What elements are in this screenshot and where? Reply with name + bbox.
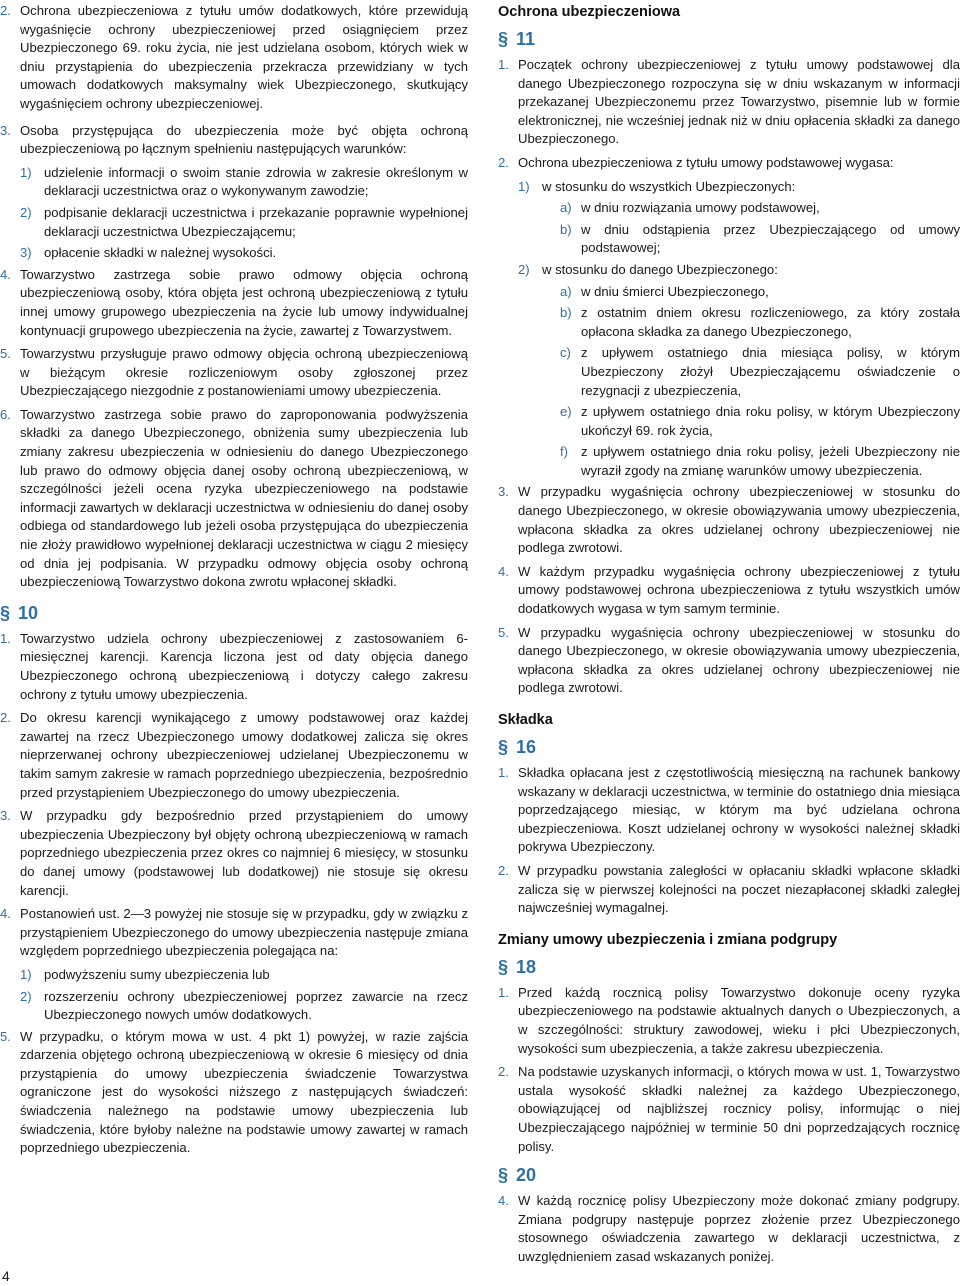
item-number: 5. xyxy=(0,1028,11,1044)
para-11-5 xyxy=(498,624,960,698)
letter-number: b) xyxy=(560,221,572,237)
item-text: Towarzystwo udziela ochrony ubezpieczeniowej z zastosowaniem 6-miesięcznej karencji. Karencja liczona jest od daty objęcia danego Ubezpieczonego ochroną ubezpieczeniową i dotyczy całego zakresu ochrony z tytułu umowy ubezpieczenia. xyxy=(20,630,468,702)
letter-number: c) xyxy=(560,345,571,361)
item-number: 1. xyxy=(0,630,11,646)
para-11-2 xyxy=(498,154,960,173)
sub-11-2-2 xyxy=(498,261,960,280)
sub-11-2-2-c xyxy=(498,344,960,400)
item-number: 2. xyxy=(0,3,11,18)
sub-left-3-2 xyxy=(0,204,468,241)
left-column xyxy=(0,2,468,1163)
item-text: Osoba przystępująca do ubezpieczenia może być objęta ochroną ubezpieczeniową po łącznym spełnieniu następujących warunków: xyxy=(20,122,468,157)
item-number: 4. xyxy=(0,266,11,282)
sub-number: 2) xyxy=(518,261,530,277)
item-text: Składka opłacana jest z częstotliwością miesięczną na rachunek bankowy wskazany w deklaracji uczestnictwa, w terminie do ostatniego dnia miesiąca poprzedzającego miesiąc, w którym ma być udzielana ochrona ubezpieczeniowa. Koszt udzielanej ochrony w wysokości należnej składki pokrywa Ubezpieczony. xyxy=(518,765,960,855)
item-text: W przypadku, o którym mowa w ust. 4 pkt 1) powyżej, w razie zajścia zdarzenia objętego ochroną ubezpieczeniową w okresie 6 miesięcy od dnia przystąpienia do umowy ubezpieczenia świadczenie Towarzystwa ograniczone jest do wysokości niższego z następujących świadczeń: świadczenia należnego na podstawie umowy ubezpieczenia lub świadczenia, które byłoby należne na podstawie umowy zawartej w ramach poprzedniego ubezpieczenia. xyxy=(20,1028,468,1156)
para-left-6 xyxy=(0,406,468,592)
item-number: 5. xyxy=(498,624,509,640)
item-text: Przed każdą rocznicą polisy Towarzystwo dokonuje oceny ryzyka ubezpieczeniowego na podstawie aktualnych danych o Ubezpieczonych, a w szczególności: struktury zawodowej, wieku i płci Ubezpieczonych, wysokości sum ubezpieczenia, a także zakresu ubezpieczenia. xyxy=(518,984,960,1056)
item-text: Towarzystwo zastrzega sobie prawo do zaproponowania podwyższenia składki za danego Ubezpieczonego, obniżenia sumy ubezpieczenia lub zmiany zakresu ubezpieczenia w odniesieniu do danego Ubezpieczonego lub prawo do odmowy objęcia danej osoby ochroną ubezpieczeniową, w szczególności jeżeli ocena ryzyka ubezpieczeniowego na podstawie informacji zawartych w deklaracji uczestnictwa w odniesieniu do danej osoby odbiega od standardowego lub jeżeli osoba przystępująca do ubezpieczenia nie złoży prawidłowo wypełnionej deklaracji uczestnictwa w ciągu 2 miesięcy od dnia jej podpisania. W przypadku odmowy objęcia osoby ochroną ubezpieczeniową Towarzystwo dokona zwrotu wpłaconej składki. xyxy=(20,406,468,590)
item-number: 5. xyxy=(0,346,11,362)
item-number: 1. xyxy=(498,765,509,780)
letter-number: b) xyxy=(560,305,572,321)
item-text: W przypadku gdy bezpośrednio przed przystąpieniem do umowy ubezpieczenia Ubezpieczony był objęty ochroną ubezpieczeniową w ramach poprzedniego ubezpieczenia przez okres co najmniej 6 miesięcy, w stosunku do danej umowy (podstawowej lub dodatkowej) nie stosuje się okresu karencji. xyxy=(20,808,468,898)
para-20-4 xyxy=(498,1192,960,1266)
sub-left-3-3 xyxy=(0,244,468,263)
item-number: 2. xyxy=(498,154,509,170)
letter-number: a) xyxy=(560,200,572,216)
sub-number: 1) xyxy=(20,164,32,180)
para-18-1 xyxy=(498,984,960,1058)
para-left-2 xyxy=(0,2,468,114)
para-10-3 xyxy=(0,807,468,900)
sub-number: 2) xyxy=(20,988,32,1004)
sub-number: 1) xyxy=(518,178,530,194)
item-number: 4. xyxy=(498,563,509,579)
section-20-heading xyxy=(498,1164,960,1186)
sub-text: podwyższeniu sumy ubezpieczenia lub xyxy=(44,966,270,982)
item-text: W przypadku wygaśnięcia ochrony ubezpieczeniowej w stosunku do danego Ubezpieczonego, w okresie obowiązywania umowy ubezpieczenia, wpłacona składka za okres udzielanej ochrony ubezpieczeniowej nie podlega zwrotowi. xyxy=(518,484,960,556)
sub-text: opłacenie składki w należnej wysokości. xyxy=(44,245,277,261)
item-text: Początek ochrony ubezpieczeniowej z tytułu umowy podstawowej dla danego Ubezpieczonego rozpoczyna się w dniu wskazanym w informacji przekazanej Ubezpieczonemu przez Towarzystwo, pisemnie lub w formie elektronicznej, nie wcześniej jednak niż w dniu opłacenia składki za danego Ubezpieczonego. xyxy=(518,57,960,147)
section-11-heading xyxy=(498,28,960,50)
letter-text: z upływem ostatniego dnia roku polisy, w którym Ubezpieczony ukończył 69. rok życia, xyxy=(581,404,960,438)
item-number: 4. xyxy=(498,1193,509,1209)
para-left-5 xyxy=(0,345,468,401)
item-number: 1. xyxy=(498,57,509,72)
page-number: 4 xyxy=(2,1268,10,1284)
section-number: 20 xyxy=(516,1165,537,1186)
item-number: 1. xyxy=(498,984,509,1000)
item-text: Do okresu karencji wynikającego z umowy podstawowej oraz każdej zawartej na rzecz Ubezpieczonego umowy dodatkowej zalicza się okres nieprzerwanej ochrony ubezpieczeniowej udzielanej Ubezpieczonemu w takim samym zakresie w ramach poprzedniego ubezpieczenia, bezpośrednio przed przystąpieniem Ubezpieczonego do umowy ubezpieczenia. xyxy=(20,710,468,800)
section-number: 16 xyxy=(516,737,537,757)
item-text: Postanowień ust. 2—3 powyżej nie stosuje się w przypadku, gdy w związku z przystąpieniem Ubezpieczonego do umowy ubezpieczenia następuje zmiana względem poprzedniego ubezpieczenia polegająca na: xyxy=(20,906,468,959)
item-number: 6. xyxy=(0,406,11,422)
item-text: W przypadku powstania zaległości w opłacaniu składki wpłacone składki zalicza się w pierwszej kolejności na poczet niezapłaconej składki zaległej najwcześniej wymagalnej. xyxy=(518,862,960,916)
item-number: 2. xyxy=(0,710,11,726)
sub-10-4-1 xyxy=(0,966,468,985)
sub-11-2-1-b xyxy=(498,221,960,258)
section-number: 10 xyxy=(18,602,39,623)
item-text: Na podstawie uzyskanych informacji, o których mowa w ust. 1, Towarzystwo ustala wysokość składki należnej za każdego Ubezpieczonego, obowiązującej od najbliższej rocznicy polisy, informując o niej Ubezpieczającego najpóźniej w terminie 50 dni poprzedzających rocznicę polisy. xyxy=(518,1064,960,1154)
sub-11-2-2-f xyxy=(498,443,960,480)
sub-number: 2) xyxy=(20,204,32,220)
item-text: Towarzystwu przysługuje prawo odmowy objęcia ochroną ubezpieczeniową w bieżącym okresie rozliczeniowym osoby zgłoszonej przez Ubezpieczającego niezgodnie z postanowieniami umowy ubezpieczenia. xyxy=(20,346,468,399)
letter-number: a) xyxy=(560,283,572,299)
paragraph-sign: § xyxy=(498,956,509,977)
letter-text: z upływem ostatniego dnia miesiąca polisy, w którym Ubezpieczony złożył Ubezpieczającemu oświadczenie o rezygnacji z ubezpieczenia, xyxy=(581,345,960,398)
sub-number: 3) xyxy=(20,245,32,261)
sub-left-3-1 xyxy=(0,164,468,201)
item-number: 3. xyxy=(0,808,11,824)
para-left-3 xyxy=(0,122,468,159)
letter-text: z ostatnim dniem okresu rozliczeniowego, za który została opłacona składka za danego Ubezpieczonego, xyxy=(581,305,960,339)
heading-skladka: Składka xyxy=(498,712,553,728)
sub-10-4-2 xyxy=(0,988,468,1025)
paragraph-sign: § xyxy=(0,602,11,623)
section-10-heading xyxy=(0,602,468,624)
item-number: 3. xyxy=(498,484,509,500)
heading-zmiany: Zmiany umowy ubezpieczenia i zmiana podgrupy xyxy=(498,931,838,948)
paragraph-sign: § xyxy=(498,1165,509,1186)
item-number: 3. xyxy=(0,122,11,138)
sub-text: rozszerzeniu ochrony ubezpieczeniowej poprzez zawarcie na rzecz Ubezpieczonego nowych umów dodatkowych. xyxy=(44,988,468,1023)
para-10-5 xyxy=(0,1028,468,1158)
sub-text: w stosunku do danego Ubezpieczonego: xyxy=(542,261,778,277)
sub-text: udzielenie informacji o swoim stanie zdrowia w zakresie określonym w deklaracji uczestnictwa oraz o wykonywanym zawodzie; xyxy=(44,164,468,199)
letter-text: w dniu śmierci Ubezpieczonego, xyxy=(581,283,769,299)
heading-ochrona: Ochrona ubezpieczeniowa xyxy=(498,4,681,20)
item-text: Ochrona ubezpieczeniowa z tytułu umów dodatkowych, które przewidują wygaśnięcie ochrony ubezpieczeniowej przed osiągnięciem przez Ubezpieczonego 69. roku życia, nie jest udzielana osobom, których wiek w dniu przystąpienia do ubezpieczenia przekracza przewidziany w tych umowach dodatkowych maksymalny wiek Ubezpieczonego, skutkujący wygaśnięciem ochrony ubezpieczeniowej. xyxy=(20,3,468,111)
letter-number: f) xyxy=(560,444,568,460)
letter-number: e) xyxy=(560,404,572,420)
para-11-4 xyxy=(498,563,960,619)
letter-text: w dniu rozwiązania umowy podstawowej, xyxy=(581,200,820,216)
right-column xyxy=(498,2,960,1271)
section-16-heading xyxy=(498,736,960,758)
sub-text: podpisanie deklaracji uczestnictwa i przekazanie poprawnie wypełnionej deklaracji uczestnictwa Ubezpieczającemu; xyxy=(44,204,468,239)
sub-11-2-1 xyxy=(498,178,960,197)
item-number: 2. xyxy=(498,862,509,878)
para-11-1 xyxy=(498,56,960,149)
sub-11-2-2-a xyxy=(498,283,960,302)
para-10-4 xyxy=(0,905,468,961)
paragraph-sign: § xyxy=(498,29,509,49)
item-text: Towarzystwo zastrzega sobie prawo odmowy objęcia ochroną ubezpieczeniową osoby, która objęta jest ochroną ubezpieczeniową z tytułu innej umowy grupowego ubezpieczenia na życie lub umowy indywidualnej kontynuacji grupowego ubezpieczenia na życie, zawartej z Towarzystwem. xyxy=(20,266,468,338)
para-16-2 xyxy=(498,862,960,918)
item-number: 4. xyxy=(0,906,11,922)
item-text: W przypadku wygaśnięcia ochrony ubezpieczeniowej w stosunku do danego Ubezpieczonego, w okresie obowiązywania umowy ubezpieczenia, wpłacona składka za okres udzielanej ochrony ubezpieczeniowej nie podlega zwrotowi. xyxy=(518,624,960,696)
section-18-heading xyxy=(498,956,960,978)
para-left-4 xyxy=(0,266,468,340)
item-text: Ochrona ubezpieczeniowa z tytułu umowy podstawowej wygasa: xyxy=(518,154,894,170)
item-text: W każdą rocznicę polisy Ubezpieczony może dokonać zmiany podgrupy. Zmiana podgrupy następuje poprzez złożenie przez Ubezpieczonego stosownego oświadczenia zawartego w deklaracji uczestnictwa, z uwzględnieniem zasad wskazanych poniżej. xyxy=(518,1193,960,1264)
para-18-2 xyxy=(498,1063,960,1156)
item-text: W każdym przypadku wygaśnięcia ochrony ubezpieczeniowej z tytułu umowy podstawowej ochrona ubezpieczeniowa z tytułu wszystkich umów dodatkowych wygasa w tym samym terminie. xyxy=(518,563,960,617)
sub-number: 1) xyxy=(20,966,32,982)
para-11-3 xyxy=(498,483,960,557)
section-number: 11 xyxy=(516,29,536,49)
item-number: 2. xyxy=(498,1064,509,1080)
letter-text: z upływem ostatniego dnia roku polisy, jeżeli Ubezpieczony nie wyraził zgody na zmianę warunków umowy ubezpieczenia. xyxy=(581,444,960,478)
sub-11-2-2-e xyxy=(498,403,960,440)
paragraph-sign: § xyxy=(498,737,509,757)
para-10-1 xyxy=(0,630,468,704)
letter-text: w dniu odstąpienia przez Ubezpieczającego od umowy podstawowej; xyxy=(581,221,960,256)
sub-11-2-2-b xyxy=(498,304,960,341)
sub-text: w stosunku do wszystkich Ubezpieczonych: xyxy=(542,178,796,194)
para-10-2 xyxy=(0,709,468,802)
section-number: 18 xyxy=(516,956,537,977)
sub-11-2-1-a xyxy=(498,199,960,218)
para-16-1 xyxy=(498,764,960,857)
